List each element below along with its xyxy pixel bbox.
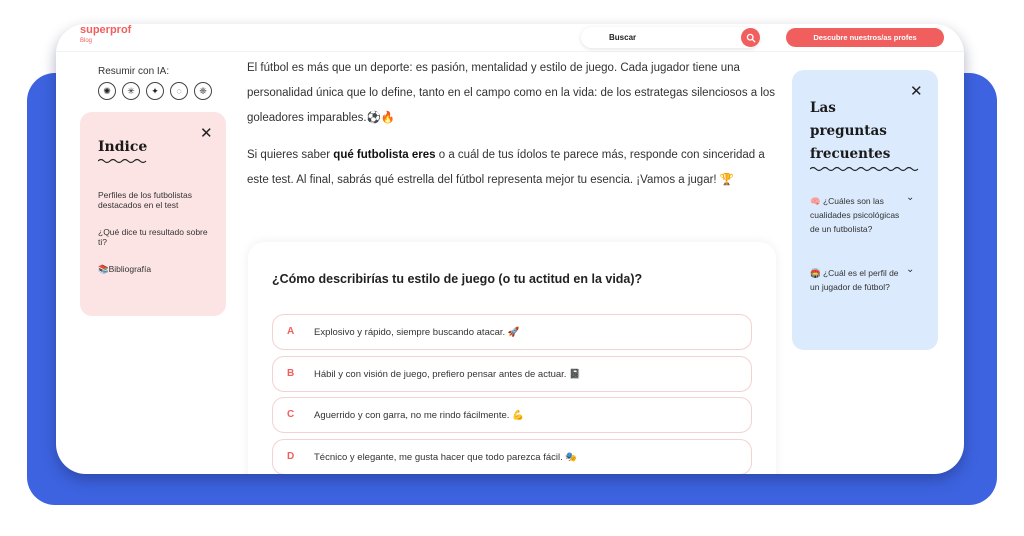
option-letter: A [287, 326, 295, 337]
option-text: Explosivo y rápido, siempre buscando atacar. 🚀 [314, 327, 520, 338]
option-text: Técnico y elegante, me gusta hacer que todo parezca fácil. 🎭 [314, 452, 578, 463]
option-text: Aguerrido y con garra, no me rindo fácilmente. 💪 [314, 410, 524, 421]
summarize-ai-label: Resumir con IA: [98, 66, 170, 77]
browser-card [56, 24, 964, 474]
article-paragraph [247, 143, 785, 193]
toc-title: Indice [98, 139, 148, 155]
search-label: Buscar [609, 33, 637, 42]
option-letter: D [287, 451, 295, 462]
option-letter: C [287, 409, 295, 420]
discover-teachers-button[interactable]: Descubre nuestros/as profes [786, 28, 944, 47]
faq-panel [792, 70, 938, 350]
text-span: Si quieres saber [247, 149, 334, 161]
bold-link-text: qué futbolista eres [333, 149, 436, 161]
option-letter: B [287, 368, 295, 379]
logo[interactable]: superprof [80, 24, 132, 36]
search-input[interactable] [581, 27, 759, 48]
squiggle-underline [98, 158, 148, 164]
article-paragraph: El fútbol es más que un deporte: es pasión, mentalidad y estilo de juego. Cada jugador tiene una personalidad única que lo define, tanto en el campo como en la vida: de los estrategas silenciosos a los goleadores imparables.⚽🔥 [247, 62, 776, 124]
faq-question[interactable]: 🧠 ¿Cuáles son las cualidades psicológicas de un futbolista? [810, 196, 900, 234]
faq-title-line: Las [810, 100, 836, 116]
search-button[interactable] [741, 28, 760, 47]
faq-question[interactable]: 🏟️ ¿Cuál es el perfil de un jugador de fútbol? [810, 268, 899, 292]
close-icon[interactable]: ✕ [200, 125, 213, 142]
quiz-option-a[interactable] [272, 314, 752, 350]
faq-title [810, 97, 890, 166]
chatgpt-icon[interactable]: ✺ [98, 82, 116, 100]
toc-item[interactable]: Perfiles de los futbolistas destacados en el test [98, 190, 193, 210]
chevron-down-icon[interactable]: ⌄ [906, 192, 915, 203]
quiz-card [248, 242, 776, 474]
copilot-icon[interactable]: ◌ [170, 82, 188, 100]
toc-item[interactable]: 📚Bibliografía [98, 264, 152, 274]
perplexity-icon[interactable]: ❈ [194, 82, 212, 100]
top-nav [56, 24, 964, 52]
close-icon[interactable]: ✕ [910, 83, 923, 100]
gemini-icon[interactable]: ✦ [146, 82, 164, 100]
quiz-option-b[interactable] [272, 356, 752, 392]
quiz-option-d[interactable] [272, 439, 752, 474]
squiggle-underline [810, 166, 920, 172]
chevron-down-icon[interactable]: ⌄ [906, 264, 915, 275]
quiz-option-c[interactable] [272, 397, 752, 433]
claude-icon[interactable]: ✳ [122, 82, 140, 100]
faq-title-line: preguntas [810, 123, 887, 139]
text-span: o a cuál de tus ídolos te parece más, responde con sinceridad a este test. Al final, sabrás qué estrella del fútbol representa mejor tu esencia. ¡Vamos a jugar! 🏆 [247, 149, 765, 186]
quiz-question: ¿Cómo describirías tu estilo de juego (o tu actitud en la vida)? [272, 272, 643, 286]
summarize-ai-icons [98, 82, 212, 100]
toc-item[interactable]: ¿Qué dice tu resultado sobre ti? [98, 227, 208, 247]
table-of-contents [80, 112, 226, 316]
search-icon [746, 33, 756, 43]
faq-title-line: frecuentes [810, 146, 891, 162]
logo-subtitle: Blog [80, 38, 93, 44]
option-text: Hábil y con visión de juego, prefiero pensar antes de actuar. 📓 [314, 369, 581, 380]
